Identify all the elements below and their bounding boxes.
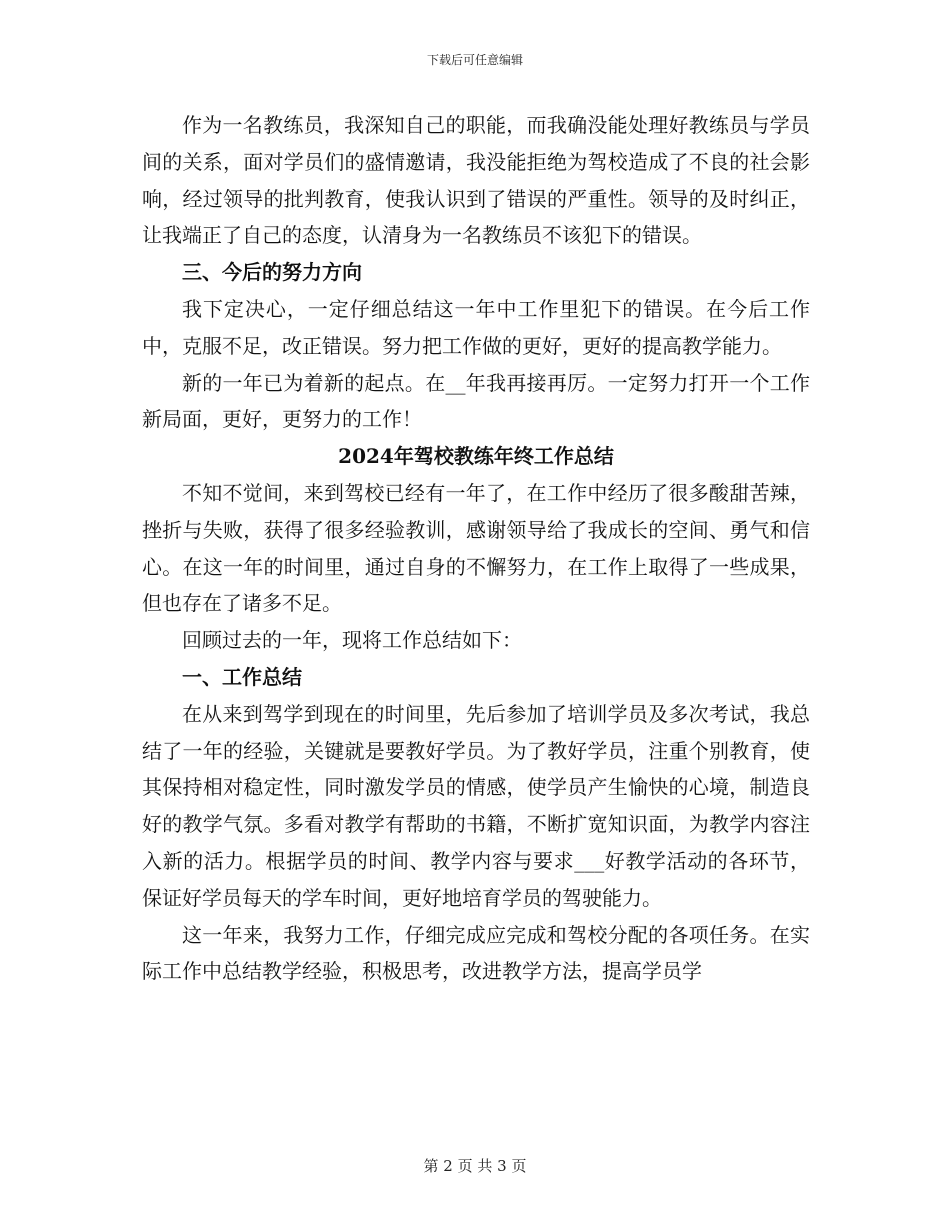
page-footer: 第 2 页 共 3 页: [423, 1157, 527, 1175]
paragraph-determination: 我下定决心，一定仔细总结这一年中工作里犯下的错误。在今后工作中，克服不足，改正错误。努力把工作做的更好，更好的提高教学能力。: [142, 296, 810, 358]
paragraph-responsibility: 作为一名教练员，我深知自己的职能，而我确没能处理好教练员与学员间的关系，面对学员们的盛情邀请，我没能拒绝为驾校造成了不良的社会影响，经过领导的批判教育，使我认识到了错误的严重性。领导的及时纠正，让我端正了自己的态度，认清身为一名教练员不该犯下的错误。: [142, 113, 810, 248]
paragraph-review: 回顾过去的一年，现将工作总结如下：: [182, 628, 522, 653]
paragraph-teaching-experience: 在从来到驾学到现在的时间里，先后参加了培训学员及多次考试，我总结了一年的经验，关键就是要教好学员。为了教好学员，注重个别教育，使其保持相对稳定性，同时激发学员的情感，使学员产生愉快的心境，制造良好的教学气氛。多看对教学有帮助的书籍，不断扩宽知识面，为教学内容注入新的活力。根据学员的时间、教学内容与要求___好教学活动的各环节，保证好学员每天的学车时间，更好地培育学员的驾驶能力。: [142, 701, 810, 910]
section-heading-work-summary: 一、工作总结: [182, 664, 302, 689]
paragraph-work-tasks: 这一年来，我努力工作，仔细完成应完成和驾校分配的各项任务。在实际工作中总结教学经验，积极思考，改进教学方法，提高学员学: [142, 922, 810, 984]
paragraph-new-year: 新的一年已为着新的起点。在__年我再接再厉。一定努力打开一个工作新局面，更好，更努力的工作！: [142, 370, 810, 432]
section-heading-future-direction: 三、今后的努力方向: [182, 260, 362, 285]
document-body: [142, 107, 810, 990]
paragraph-intro: 不知不觉间，来到驾校已经有一年了，在工作中经历了很多酸甜苦辣，挫折与失败，获得了很多经验教训，感谢领导给了我成长的空间、勇气和信心。在这一年的时间里，通过自身的不懈努力，在工作上取得了一些成果，但也存在了诸多不足。: [142, 480, 810, 616]
document-title: 2024年驾校教练年终工作总结: [338, 444, 614, 469]
page-header: 下载后可任意编辑: [426, 53, 523, 67]
